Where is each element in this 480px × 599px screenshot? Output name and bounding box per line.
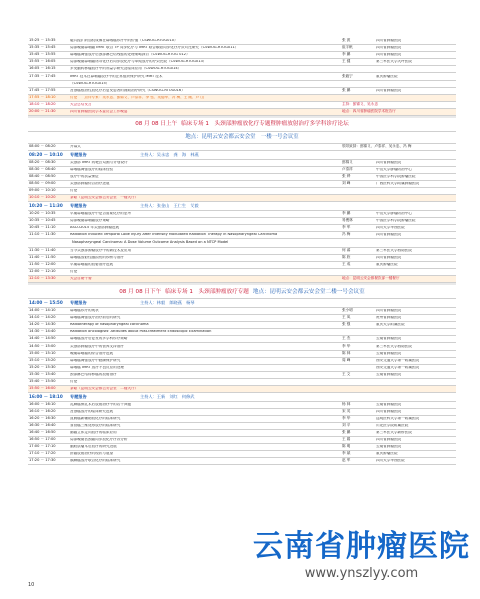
- schedule-row: [28, 351, 456, 358]
- row-time: 15:50 － 16:00: [29, 386, 56, 391]
- section-title: 临床专场 1 头颈部肿瘤放疗专题: [165, 288, 249, 295]
- row-text: 大会总结发言: [70, 102, 92, 106]
- row-speaker: 刘 峰: [342, 180, 351, 185]
- row-speaker: 赵 军: [342, 458, 351, 463]
- row-speaker: 王 文: [342, 371, 351, 376]
- row-note: 领导致辞：郎锦义、卢泰祥、吴永忠、冯 梅: [342, 144, 412, 149]
- schedule-row: [28, 315, 456, 322]
- row-org: 四川省肿瘤医院: [376, 256, 402, 260]
- row-time: 08:20 － 08:30: [29, 159, 56, 164]
- schedule-row: [28, 248, 456, 255]
- schedule-row: [28, 81, 456, 88]
- dinner1-row: [28, 109, 456, 116]
- row-time: 15:10 － 15:20: [29, 357, 56, 362]
- row-org: 第三军医大学大坪医院: [376, 60, 412, 64]
- row-speaker: 李 军: [342, 224, 351, 229]
- row-speaker: 李 鹏: [342, 52, 351, 57]
- schedule-row: [28, 329, 456, 336]
- row-speaker: 卢泰祥: [342, 166, 353, 171]
- row-time: 08:30 － 08:40: [29, 166, 56, 171]
- row-time: 10:45 － 11:10: [29, 224, 56, 229]
- row-org: 云南省肿瘤医院: [376, 445, 402, 449]
- row-time: 11:40 － 11:50: [29, 255, 56, 260]
- schedule-row: [28, 451, 456, 458]
- row-time: 14:50 － 15:00: [29, 343, 56, 348]
- row-org: 四川省肿瘤医院: [376, 46, 402, 50]
- row-org: 重庆肿瘤医院: [376, 263, 398, 267]
- row-speaker: 冯 梅: [342, 232, 351, 237]
- row-speaker: 陈 林: [342, 350, 351, 355]
- row-time: 08:50 － 09:00: [29, 180, 56, 185]
- row-org: 昆明医科大学第一附属医院: [376, 416, 420, 420]
- schedule-row: [28, 73, 456, 80]
- schedule-row: [28, 416, 456, 423]
- row-org: 四川省肿瘤医院: [376, 88, 402, 92]
- schedule-row: [28, 52, 456, 59]
- schedule-row: [28, 430, 456, 437]
- topic-time: 10:20 － 11:30: [29, 202, 63, 208]
- row-title: 鼻咽癌调强放疗的临床经验: [70, 167, 114, 171]
- schedule-row: [28, 66, 456, 73]
- row-text: 茶歇（昆明云安会都云安会堂 二楼大厅）: [70, 387, 139, 391]
- row-time: 16:05 － 16:15: [29, 66, 56, 71]
- row-title: 乳腺癌保乳术后放射治疗中的若干问题: [70, 402, 132, 406]
- row-text: 茶歇（昆明云安会都云安会堂 一楼大厅）: [70, 196, 139, 200]
- row-speaker: 陈 欣: [342, 255, 351, 260]
- schedule-row: [28, 402, 456, 409]
- topic-title: 专题报告: [70, 393, 87, 399]
- schedule-row: [28, 409, 456, 416]
- row-title: 晚期鼻咽癌的综合治疗进展: [70, 351, 114, 355]
- row-org: 西安交通大学第一附属医院: [376, 358, 420, 362]
- row-org: 云南省肿瘤医院: [376, 337, 402, 341]
- topic-time: 16:00 － 18:10: [29, 393, 63, 399]
- row-speaker: 李 华: [342, 415, 351, 420]
- row-speaker: 易俊林: [342, 217, 353, 222]
- schedule-row: [28, 262, 456, 269]
- row-title: 头颈部肿瘤放疗中的营养支持治疗: [70, 344, 124, 348]
- row-speaker: 李 鹏: [342, 210, 351, 215]
- row-speaker: 崔宇帆: [342, 45, 353, 50]
- row-title: 局部晚期鼻咽癌放疗策略: [70, 218, 110, 222]
- row-org: 云南省肿瘤医院: [376, 351, 402, 355]
- topic-time: 14:00 － 15:50: [29, 299, 63, 305]
- row-time: 16:40 － 16:50: [29, 430, 56, 435]
- schedule-row: [28, 225, 456, 232]
- section-date: 08 月 08 日上午: [135, 121, 178, 128]
- row-title: 宫颈癌放疗的临床研究进展: [70, 409, 114, 413]
- row-title: 早期鼻咽癌放疗中是否需要化疗的思考: [70, 211, 132, 215]
- row-title: 鼻咽癌放射性脑损伤的诊断与治疗: [70, 256, 124, 260]
- row-speaker: 刘 平: [342, 422, 351, 427]
- row-time: 15:20 － 15:30: [29, 364, 56, 369]
- row-note: 地点：四川省肿瘤医院学术报告厅: [342, 109, 396, 113]
- row-speaker: 张 强: [342, 322, 351, 327]
- row-time: 11:30 － 11:40: [29, 248, 56, 253]
- row-org: 西安交通大学第一附属医院: [376, 365, 420, 369]
- row-title: 局部晚期鼻咽癌诱导化疗后同步放化疗与单纯放疗的疗效比较（CSWOG-RTOG013）: [70, 60, 207, 64]
- schedule-row: [28, 444, 456, 451]
- row-speaker: 李 斌: [342, 451, 351, 456]
- row-time: 18:10 － 18:20: [29, 101, 56, 106]
- row-text: 四川省肿瘤医院学术委员会工作晚宴: [70, 110, 128, 113]
- row-title: 宫颈癌根治性放化疗后复发患者的挽救治疗研究（CSWOG-RTOG016）: [70, 88, 185, 92]
- section-subtitle: 地点：昆明云安会都云安会堂 一楼一号会议室: [28, 132, 456, 144]
- row-title: 脑胶质瘤术后放疗的研究进展: [70, 445, 117, 449]
- topic-title: 专题报告: [70, 202, 87, 208]
- row-org: 第三军医大学西南医院: [376, 249, 412, 253]
- section-header: [28, 118, 456, 132]
- abstract-continuation: Nasopharyngeal Carcinoma: A Dose Volume Outcome Analysis Based on a NTCP Model: [28, 239, 456, 248]
- row-org: 中国医学科学院肿瘤医院: [376, 218, 416, 222]
- row-time: 20:00 － 21:30: [29, 109, 56, 113]
- schedule-row: [28, 45, 456, 52]
- row-speaker: 王 杰: [342, 336, 351, 341]
- row-speaker: 王 凤: [342, 315, 351, 320]
- row-time: 10:20 － 10:35: [29, 210, 56, 215]
- watermark: [253, 530, 470, 581]
- schedule-row: [28, 181, 456, 188]
- schedule-row: [28, 188, 456, 195]
- row-org: 四川省肿瘤医院: [376, 309, 402, 313]
- schedule-row: [28, 336, 456, 343]
- row-speaker: 周 峰: [342, 357, 351, 362]
- opening-row: [28, 144, 456, 151]
- row-org: 四川省肿瘤医院: [376, 409, 402, 413]
- row-title: 肝癌放射治疗的现状与展望: [70, 452, 114, 456]
- row-title: 鼻咽癌调强放疗治疗前后的研究: [70, 316, 121, 320]
- topic-header: [28, 299, 456, 308]
- row-time: 15:25 － 15:35: [29, 38, 56, 43]
- lunchA-row: [28, 276, 456, 283]
- topic-hosts: 主持人：林毅 郎晓燕 杨琴: [140, 299, 195, 305]
- row-time: 17:45 － 17:55: [29, 87, 56, 92]
- schedule-row: [28, 458, 456, 465]
- row-time: 14:40 － 14:50: [29, 336, 56, 341]
- row-speaker: 张 鹏: [342, 87, 351, 92]
- row-title: 放疗中的质量保证: [70, 174, 99, 178]
- row-title: 局部晚期鼻咽癌 IMRT 联合 TP 同步化疗与 IMRT 联合顺铂同步化疗疗效对比研究（CSWOG-RTOG011）: [70, 46, 239, 50]
- section-date: 08 月 08 日下午: [119, 288, 162, 295]
- row-title: 早期鼻咽癌的放射治疗进展: [70, 263, 114, 267]
- row-time: 14:20 － 14:30: [29, 322, 56, 327]
- row-speaker: 何 睿: [342, 248, 351, 253]
- row-org: 中山大学肿瘤防治中心: [376, 211, 412, 215]
- row-time: 17:55 － 18:10: [29, 94, 56, 99]
- row-org: 贵州省肿瘤医院: [376, 316, 402, 320]
- row-org: 重庆肿瘤医院: [376, 452, 398, 456]
- schedule-row: [28, 372, 456, 379]
- row-title: 讨论: [70, 379, 78, 383]
- row-org: 重庆大学附属医院: [376, 323, 405, 327]
- row-speaker: 郎锦义: [342, 159, 353, 164]
- row-time: 16:00 － 16:10: [29, 401, 56, 406]
- schedule-row: [28, 167, 456, 174]
- row-text: 开幕式: [70, 145, 81, 149]
- row-title: 磁共振扩散加权成像在鼻咽癌诊疗中的价值（CSWOG-RTOG010）: [70, 39, 178, 43]
- row-speaker: 张 鹏: [342, 430, 351, 435]
- topic-hosts: 主持人：吴永忠 龚 海 林燕: [140, 151, 199, 157]
- row-org: 中山大学肿瘤防治中心: [376, 167, 412, 171]
- row-title: 当今头颈部肿瘤放疗中的新技术及应用: [70, 249, 132, 253]
- schedule-row: [28, 160, 456, 167]
- watermark-name: 云南省肿瘤医院: [253, 529, 470, 564]
- topic-header: [28, 202, 456, 211]
- row-time: 11:10 － 11:30: [29, 232, 56, 237]
- row-time: 14:00 － 14:10: [29, 308, 56, 313]
- schedule-row: [28, 379, 456, 386]
- row-time: 11:50 － 12:00: [29, 262, 56, 267]
- row-speaker: 张 波: [342, 38, 351, 43]
- schedule-row: [28, 211, 456, 218]
- watermark-url: www.ynszlyy.com: [304, 566, 419, 581]
- schedule-row: [28, 88, 456, 95]
- row-speaker: 张小明: [342, 308, 353, 313]
- row-time: 15:30 － 15:40: [29, 371, 56, 376]
- row-time: 12:00 － 12:10: [29, 269, 56, 274]
- row-time: 16:20 － 16:30: [29, 415, 56, 420]
- row-title: 肺癌立体定向放疗的临床应用: [70, 431, 117, 435]
- breakC-row: [28, 386, 456, 393]
- row-time: 08:40 － 08:50: [29, 173, 56, 178]
- page-number: 10: [28, 582, 35, 588]
- schedule-row: [28, 322, 456, 329]
- row-speaker: 张毅宁: [342, 73, 353, 78]
- row-org: 广西医科大学附属肿瘤医院: [376, 181, 420, 185]
- row-text: 讨论 点评专家：吴永忠、郎锦义、卢泰祥、李 钰、吴德华、冯 梅、王 刚、卢 山: [70, 95, 204, 99]
- row-time: 08:00 － 08:20: [29, 144, 56, 149]
- row-title: Radiotherapy of nasopharyngeal carcinoma: [70, 323, 149, 327]
- row-time: 09:00 － 10:10: [29, 188, 56, 193]
- row-note: 地点：昆明云安会都餐饮部一楼餐厅: [342, 276, 400, 281]
- row-time: 12:10 － 13:30: [29, 276, 56, 281]
- row-title: 鼻咽癌 IMRT 放疗不良反应的处理: [70, 365, 124, 369]
- row-time: 10:35 － 10:45: [29, 217, 56, 222]
- section-header: [28, 285, 456, 299]
- row-time: 14:10 － 14:20: [29, 315, 56, 320]
- row-title: Radiation Induced Temporal Lobe Injury After Intensity Modulated Radiation Therapy in Nasopharyngeal Carcinoma: [70, 233, 278, 237]
- section-title: 临床专场 1 头颈部肿瘤放化疗专题暨肿瘤放射治疗多学科诊疗论坛: [181, 121, 349, 128]
- row-time: 16:30 － 16:40: [29, 422, 56, 427]
- row-title: 直肠癌新辅助放化疗的临床研究: [70, 416, 121, 420]
- row-time: 15:55 － 16:05: [29, 59, 56, 64]
- row-org: 四川大学华西医院: [376, 225, 405, 229]
- topic-hosts: 主持人：王新 刘红 何修武: [140, 393, 195, 399]
- row-time: 17:35 － 17:45: [29, 73, 56, 78]
- row-org: 中国医学科学院肿瘤医院: [376, 174, 416, 178]
- row-time: 17:00 － 17:10: [29, 444, 56, 449]
- row-time: 14:30 － 14:40: [29, 329, 56, 334]
- row-title: 局部晚期宫颈癌同步放化疗疗效分析: [70, 438, 128, 442]
- breakA-row: [28, 195, 456, 202]
- row-title: 头颈部肿瘤综合治疗进展: [70, 181, 110, 185]
- row-org: 第三军医大学西南医院: [376, 344, 412, 348]
- schedule-row: [28, 38, 456, 45]
- row-note: 主持：郎锦义、吴永忠: [342, 101, 378, 106]
- row-time: 15:00 － 15:10: [29, 350, 56, 355]
- row-time: 16:50 － 17:00: [29, 437, 56, 442]
- row-title: 鼻咽癌诊疗的现状: [70, 309, 99, 313]
- topic-header: [28, 393, 456, 402]
- row-speaker: 陈 明: [342, 444, 351, 449]
- row-org: 四川省肿瘤医院: [376, 233, 402, 237]
- row-title: 讨论: [70, 270, 78, 274]
- row-time: 17:20 － 17:30: [29, 458, 56, 463]
- row-title: Radiation oncologists' Attitudes about Post-treatment Endoscopic Examination: [70, 330, 212, 334]
- row-title: 颈部淋巴结转移癌的放射治疗: [70, 372, 117, 376]
- discussion1-row: [28, 95, 456, 102]
- section-location: 地点：昆明云安会都云安会堂二楼一号会议室: [252, 288, 365, 295]
- schedule-row: [28, 308, 456, 315]
- row-time: 16:10 － 16:20: [29, 408, 56, 413]
- row-org: 川北医学院附属医院: [376, 423, 409, 427]
- topic-header: [28, 151, 456, 160]
- schedule-row: [28, 269, 456, 276]
- row-title: 食管癌三维适形放疗的临床研究: [70, 423, 121, 427]
- row-time: 17:10 － 17:20: [29, 451, 56, 456]
- row-time: 15:40 － 15:50: [29, 378, 56, 383]
- row-title: IMRT 技术在鼻咽癌放疗中的正常组织保护研究 IMRT 技术: [70, 74, 163, 78]
- topic-title: 专题报告: [70, 299, 87, 305]
- row-title: ASCO2015 年头颈部肿瘤进展: [70, 225, 120, 229]
- row-speaker: 宋 英: [342, 408, 351, 413]
- summary1-row: [28, 102, 456, 109]
- row-org: 云南省肿瘤医院: [376, 372, 402, 376]
- topic-hosts: 主持人：张金山 王仁生 艾毅: [140, 202, 199, 208]
- schedule-row: [28, 218, 456, 225]
- row-time: 15:45 － 15:55: [29, 52, 56, 57]
- row-speaker: 王 娟: [342, 437, 351, 442]
- row-speaker: 王 成: [342, 262, 351, 267]
- schedule-row: [28, 423, 456, 430]
- row-speaker: 张 烨: [342, 173, 351, 178]
- schedule-row: [28, 365, 456, 372]
- row-title: 胰腺癌放疗联合化疗的临床研究: [70, 459, 121, 463]
- topic-title: 专题报告: [70, 151, 87, 157]
- row-title: 讨论: [70, 189, 78, 193]
- row-speaker: 杨 林: [342, 401, 351, 406]
- row-org: 四川大学华西医院: [376, 459, 405, 463]
- row-org: 云南省肿瘤医院: [376, 402, 402, 406]
- row-speaker: 李 华: [342, 343, 351, 348]
- row-org: 第三军医大学新桥医院: [376, 431, 412, 435]
- schedule-row: [28, 59, 456, 66]
- row-speaker: 王 健: [342, 59, 351, 64]
- row-org: 四川省肿瘤医院: [376, 438, 402, 442]
- row-title: 头颈部 IMRT 的靶区勾画与计划设计: [70, 160, 128, 164]
- schedule-row: [28, 255, 456, 262]
- row-title: （CSWOG-RTOG015）: [70, 81, 110, 85]
- row-title: 鼻咽癌调强放疗后颈部淋巴结残留的处理策略探讨（CSWOG-RTOG 012）: [70, 53, 190, 57]
- schedule-row: [28, 358, 456, 365]
- topic-time: 08:20 － 10:10: [29, 151, 63, 157]
- row-org: 重庆肿瘤医院: [376, 74, 398, 78]
- row-title: 鼻咽癌放疗后复发的多学科诊疗策略: [70, 337, 128, 341]
- row-org: 四川省肿瘤医院: [376, 53, 402, 57]
- row-text: 大会自助午餐: [70, 277, 92, 281]
- schedule-row: [28, 232, 456, 239]
- schedule-row: [28, 437, 456, 444]
- row-time: 10:10 － 10:20: [29, 195, 56, 200]
- row-title: 多发脑转移瘤放疗中的剂量学研究及临床应用（CSWOG-RTOG014）: [70, 67, 182, 71]
- schedule-row: [28, 174, 456, 181]
- row-title: 鼻咽癌调强放疗中腮腺保护研究: [70, 358, 121, 362]
- row-time: 15:35 － 15:45: [29, 45, 56, 50]
- schedule-row: [28, 343, 456, 350]
- row-org: 四川省肿瘤医院: [376, 160, 402, 164]
- program-page: [28, 38, 456, 465]
- row-org: 四川省肿瘤医院: [376, 39, 402, 43]
